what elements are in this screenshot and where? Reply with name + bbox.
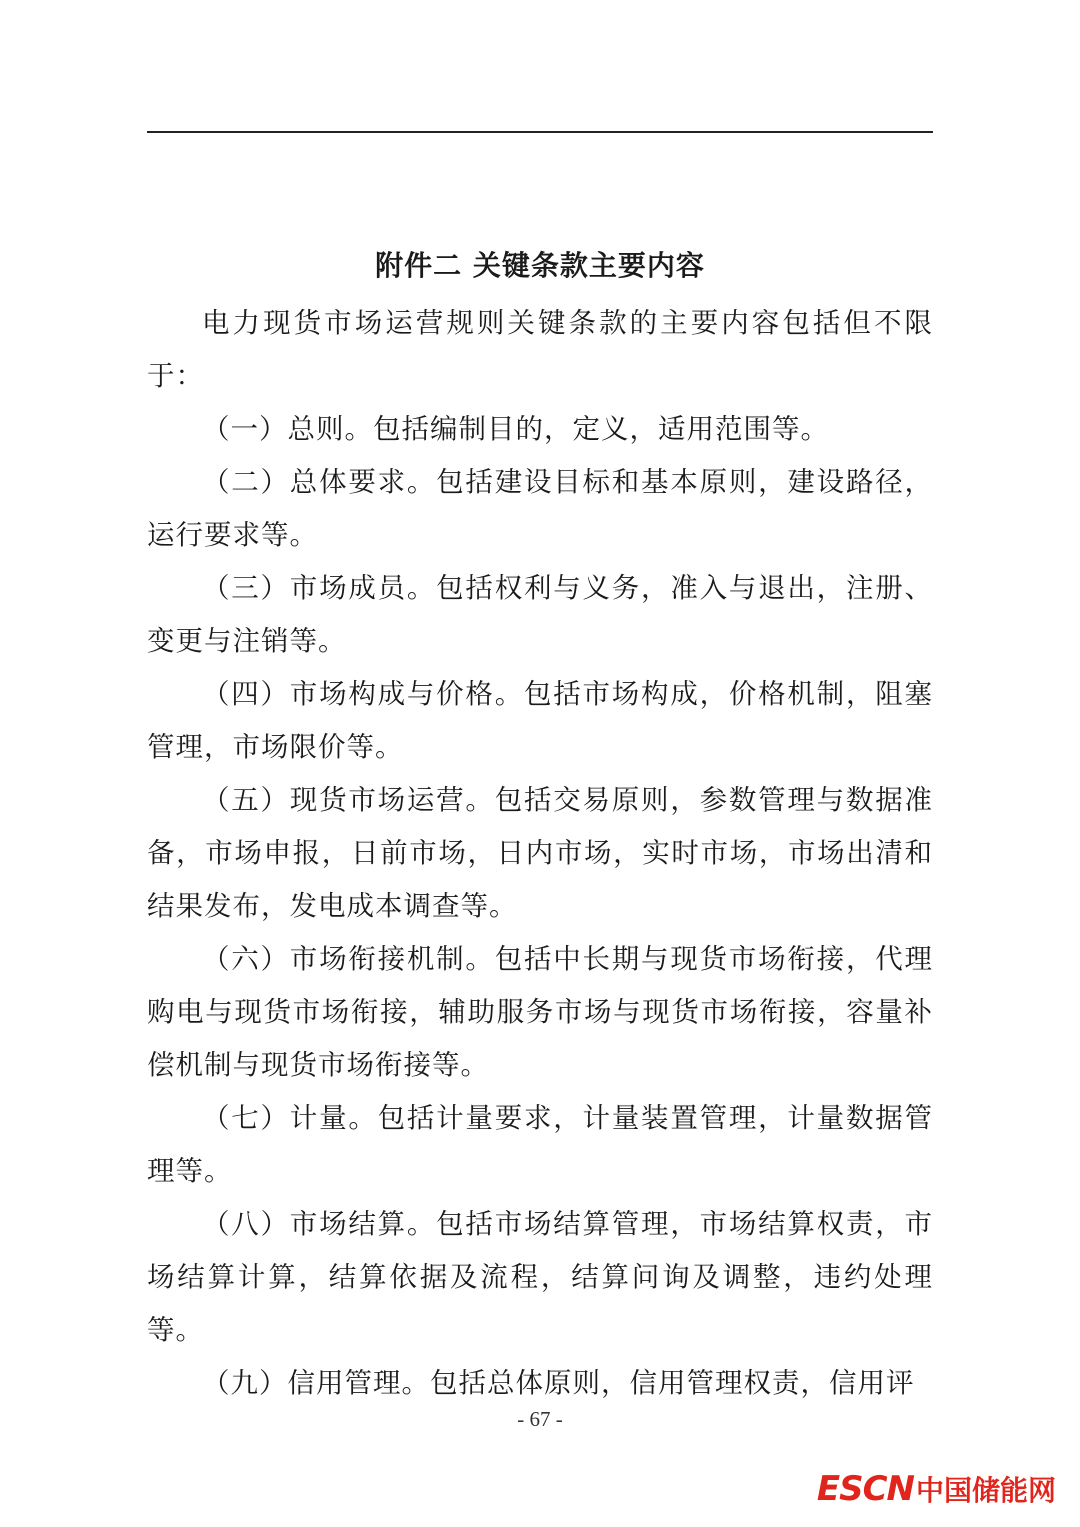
paragraph-item-1: （一）总则。包括编制目的，定义，适用范围等。	[202, 413, 829, 445]
paragraph-item-8: （八）市场结算。包括市场结算管理，市场结算权责，市场结算计算，结算依据及流程，结算问询及调整，违约处理等。	[147, 1208, 933, 1346]
paragraph-intro: 电力现货市场运营规则关键条款的主要内容包括但不限于：	[147, 307, 933, 392]
paragraph-item-7: （七）计量。包括计量要求，计量装置管理，计量数据管理等。	[147, 1102, 933, 1187]
page-number: - 67 -	[517, 1407, 563, 1431]
escn-watermark-logo	[817, 1469, 1056, 1509]
paragraph-item-6: （六）市场衔接机制。包括中长期与现货市场衔接，代理购电与现货市场衔接，辅助服务市场与现货市场衔接，容量补偿机制与现货市场衔接等。	[147, 943, 933, 1081]
paragraph-item-2: （二）总体要求。包括建设目标和基本原则，建设路径，运行要求等。	[147, 466, 933, 551]
paragraph-item-3: （三）市场成员。包括权利与义务，准入与退出，注册、变更与注销等。	[147, 572, 933, 657]
document-title: 附件二 关键条款主要内容	[375, 249, 705, 282]
watermark-cjk: 中国储能网	[915, 1474, 1056, 1507]
paragraph-item-5: （五）现货市场运营。包括交易原则，参数管理与数据准备，市场申报，日前市场，日内市场，实时市场，市场出清和结果发布，发电成本调查等。	[147, 784, 933, 922]
watermark-latin: ESCN	[816, 1469, 914, 1509]
header-rule	[147, 131, 933, 133]
paragraph-item-4: （四）市场构成与价格。包括市场构成，价格机制，阻塞管理，市场限价等。	[147, 678, 933, 763]
paragraph-item-9: （九）信用管理。包括总体原则，信用管理权责，信用评	[202, 1367, 915, 1399]
document-body	[147, 297, 933, 1410]
